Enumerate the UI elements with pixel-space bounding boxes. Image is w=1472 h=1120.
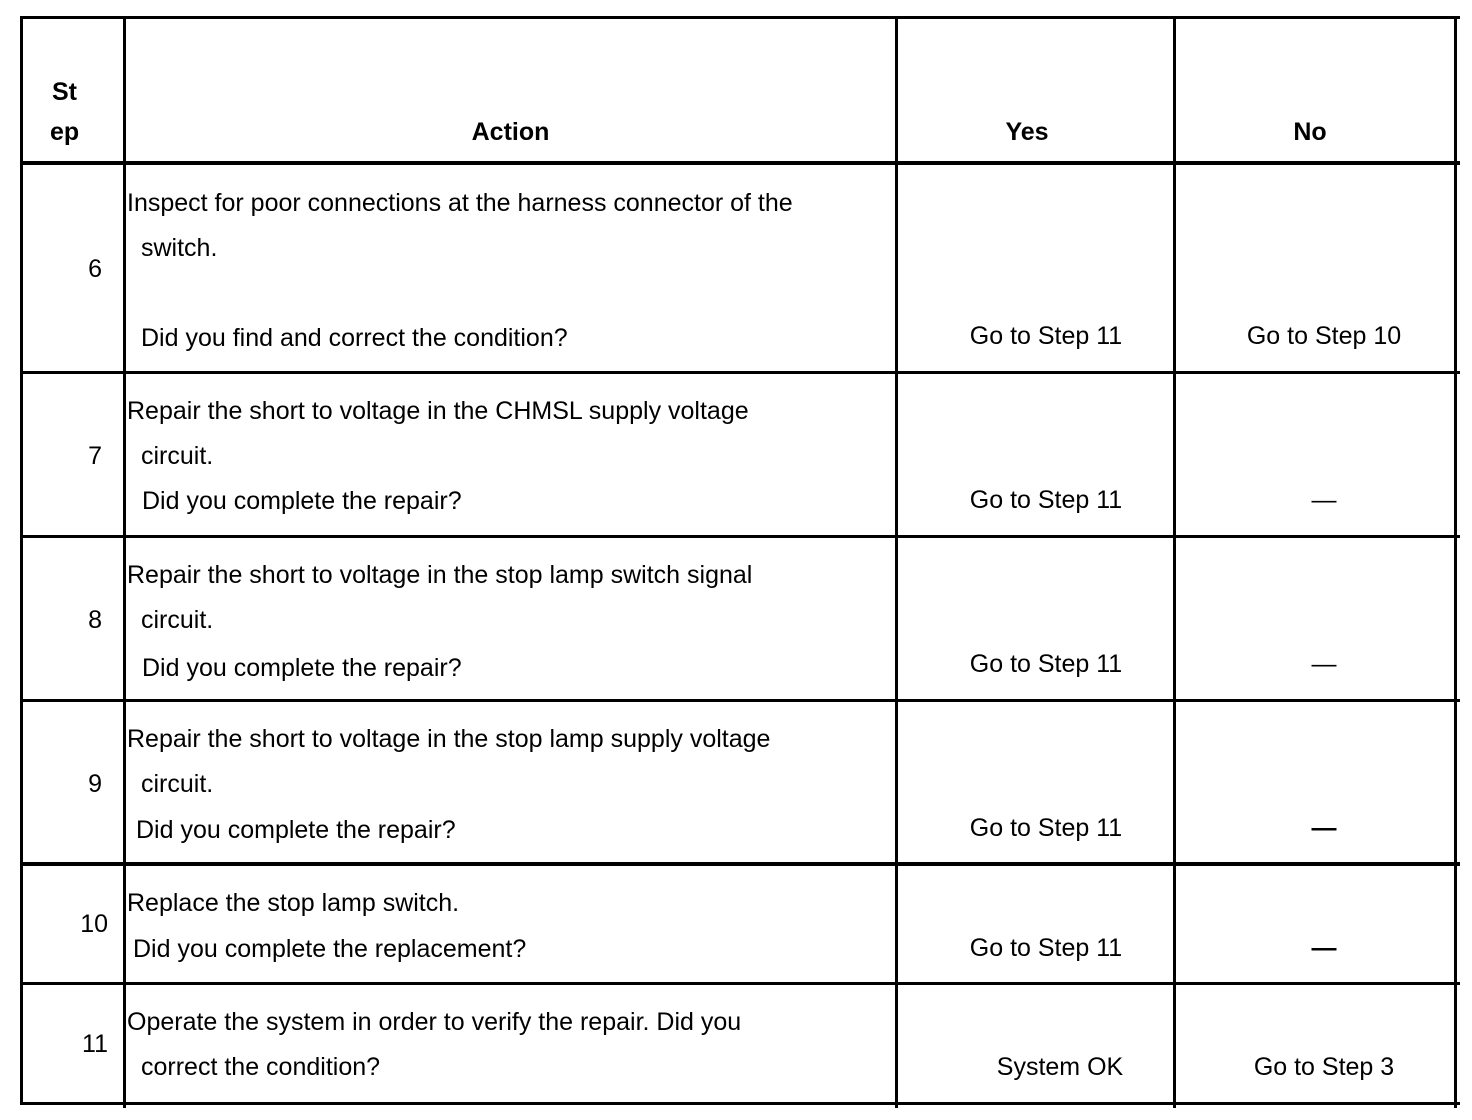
yes-result: Go to Step 11 (969, 814, 1123, 842)
header-no: No (1293, 118, 1327, 146)
step-number: 6 (88, 255, 102, 283)
action-line: Did you complete the repair? (142, 487, 462, 515)
row-divider (20, 982, 1460, 985)
no-result: Go to Step 10 (1246, 322, 1402, 350)
step-number: 10 (80, 910, 108, 938)
column-divider (123, 16, 126, 1108)
yes-result: Go to Step 11 (969, 322, 1123, 350)
action-line: switch. (141, 234, 218, 262)
table-border-top (20, 16, 1460, 19)
action-line: Repair the short to voltage in the stop lamp switch signal (127, 561, 753, 589)
step-number: 7 (88, 442, 102, 470)
step-number: 8 (88, 606, 102, 634)
yes-result: System OK (996, 1053, 1124, 1081)
no-result: — (1311, 650, 1337, 678)
no-result: Go to Step 3 (1253, 1053, 1395, 1081)
action-line: circuit. (141, 770, 214, 798)
header-action: Action (471, 118, 550, 146)
action-line: Did you complete the repair? (136, 816, 456, 844)
action-line: Repair the short to voltage in the CHMSL supply voltage (127, 397, 749, 425)
action-line: circuit. (141, 606, 214, 634)
action-line: Did you complete the replacement? (133, 935, 527, 963)
yes-result: Go to Step 11 (969, 934, 1123, 962)
step-number: 11 (82, 1030, 108, 1058)
step-number: 9 (88, 770, 102, 798)
table-border-bottom (20, 1102, 1460, 1105)
header-yes: Yes (1005, 118, 1049, 146)
row-divider (20, 371, 1460, 374)
yes-result: Go to Step 11 (969, 650, 1123, 678)
header-step-line1: St (52, 78, 77, 106)
table-border-left (20, 16, 23, 1105)
action-line: Inspect for poor connections at the harness connector of the (127, 189, 793, 217)
action-line: Replace the stop lamp switch. (127, 889, 460, 917)
yes-result: Go to Step 11 (969, 486, 1123, 514)
action-line: Operate the system in order to verify the repair. Did you (127, 1008, 742, 1036)
row-divider (20, 699, 1460, 702)
action-line: Repair the short to voltage in the stop lamp supply voltage (127, 725, 771, 753)
action-line: Did you complete the repair? (142, 654, 462, 682)
row-divider (20, 535, 1460, 538)
action-line: correct the condition? (141, 1053, 381, 1081)
no-result: — (1311, 934, 1337, 962)
header-divider (20, 161, 1460, 165)
row-divider (20, 862, 1460, 866)
header-step-line2: ep (50, 118, 80, 146)
action-line: circuit. (141, 442, 214, 470)
no-result: — (1311, 486, 1337, 514)
no-result: — (1311, 814, 1337, 842)
action-line: Did you find and correct the condition? (141, 324, 568, 352)
